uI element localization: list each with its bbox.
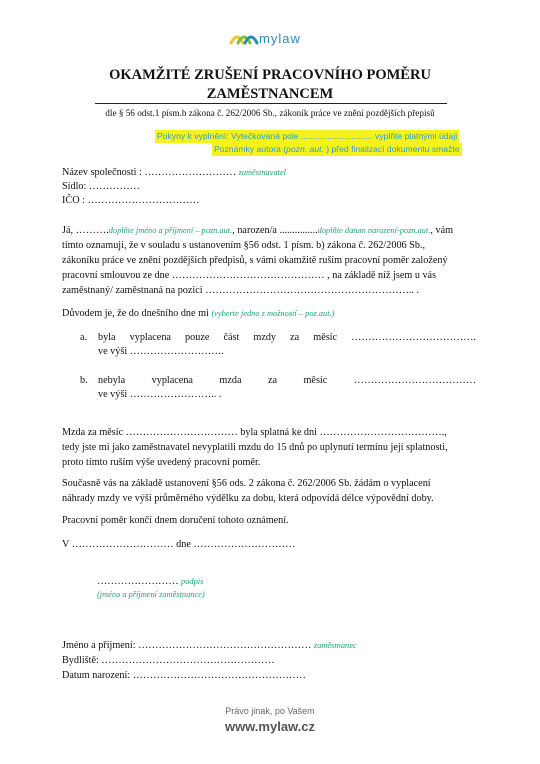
signature-hint: podpis xyxy=(181,577,204,586)
reason-hint: (vyberte jedno z možností – poz.aut.) xyxy=(211,309,335,318)
intro-line4: pracovní smlouvou ze dne ……………………………………… , na základě níž jsem u vás xyxy=(62,270,437,281)
option-b-word: ……………………………… xyxy=(353,375,476,386)
employee-birthdate-line: Datum narození: …………………………………………… xyxy=(62,670,306,681)
place-date-line: V ………………………… dne ………………………… xyxy=(62,539,296,550)
signature-line xyxy=(97,575,203,590)
option-a-word: měsíc xyxy=(313,332,338,343)
author-notes-part2: pozn. aut. xyxy=(286,144,324,154)
employee-name-label: Jméno a příjmení: …………………………………………… xyxy=(62,640,314,651)
option-b-line1 xyxy=(98,374,476,389)
instructions-label: Pokyny k vyplnění: xyxy=(157,131,229,141)
signature-name-hint: (jméno a příjmení zaměstnance) xyxy=(97,590,205,599)
intro-line3: zákoníku práce ve znění pozdějších předpisů, s vámi okamžitě ruším pracovní poměr založený xyxy=(62,255,448,266)
company-seat-line: Sídlo: …………… xyxy=(62,181,140,192)
footer-slogan: Právo jinak, po Vašem xyxy=(225,706,315,716)
compensation-line1: Současně vás na základě ustanovení §56 ods. 2 zákona č. 262/2006 Sb. žádám o vyplacení xyxy=(62,478,431,489)
employee-address-line: Bydliště: …………………………………………… xyxy=(62,655,275,666)
signature-dots: …………………… xyxy=(97,576,182,587)
option-b-word: mzda xyxy=(219,375,242,386)
option-b-marker: b. xyxy=(80,375,88,386)
instructions-note xyxy=(155,130,459,143)
wage-line2: tedy jste mi jako zaměstnavatel nevyplatili mzdu do 15 dnů po uplynutí termínu její splatnosti, xyxy=(62,442,448,453)
wage-line1: Mzda za měsíc …………………………… byla splatná ke dni ………………………………., xyxy=(62,427,447,438)
option-a-line1 xyxy=(98,331,476,346)
author-notes-note xyxy=(212,143,462,156)
intro-part1: Já, ………. xyxy=(62,225,109,236)
document-title-line1: OKAMŽITÉ ZRUŠENÍ PRACOVNÍHO POMĚRU xyxy=(109,67,431,83)
company-name-line xyxy=(62,166,286,181)
compensation-line2: náhrady mzdy ve výši průměrného výdělku za dobu, která odpovídá délce výpovědní doby. xyxy=(62,493,434,504)
intro-line2: tímto oznamuji, že v souladu s ustanovením §56 odst. 1 písm. b) zákona č. 262/2006 Sb., xyxy=(62,240,426,251)
option-a-word: ………………………………. xyxy=(351,332,476,343)
employee-name-line xyxy=(62,639,357,654)
reason-text: Důvodem je, že do dnešního dne mi xyxy=(62,308,212,319)
employee-name-hint: zaměstnanec xyxy=(313,641,357,650)
company-name-hint: zaměstnavatel xyxy=(238,168,287,177)
option-a-marker: a. xyxy=(80,332,88,343)
intro-part3: , vám xyxy=(430,225,454,236)
intro-date-hint: doplňte datum narození-pozn.aut. xyxy=(317,226,431,235)
option-a-word: vyplacena xyxy=(129,332,171,343)
author-notes-part3: ) před finalizací dokumentu smažte xyxy=(323,144,460,154)
instructions-text: Vytečkovaná pole .............................. vyplňte platnými údaji xyxy=(231,131,458,141)
legal-reference: dle § 56 odst.1 písm.b zákona č. 262/2006 Sb., zákoník práce ve znění pozdějších přepisů xyxy=(105,108,435,118)
option-b-word: měsíc xyxy=(303,375,328,386)
document-title-line2: ZAMĚSTNANCEM xyxy=(206,86,334,102)
option-b-word: nebyla xyxy=(98,375,126,386)
option-a-line2: ve výši ………………………. xyxy=(98,346,224,357)
intro-part2: , narozen/a ............... xyxy=(232,225,318,236)
option-a-word: část xyxy=(223,332,240,343)
wage-line3: proto tímto ruším výše uvedený pracovní poměr. xyxy=(62,457,261,468)
author-notes-part1: Poznámky autora ( xyxy=(214,144,287,154)
option-a-word: mzdy xyxy=(253,332,277,343)
logo-wave-icon xyxy=(229,33,259,49)
option-b-word: vyplacena xyxy=(151,375,193,386)
footer-website-link[interactable]: www.mylaw.cz xyxy=(224,719,316,734)
option-b-line2: ve výši …………………….. . xyxy=(98,389,222,400)
company-name-label: Název společnosti : ……………………… xyxy=(62,167,237,178)
intro-name-hint: doplňte jméno a příjmení – pozn.aut. xyxy=(108,226,233,235)
intro-line5: zaměstnaný/ zaměstnaná na pozici …………………………………………………….. . xyxy=(62,285,420,296)
title-divider xyxy=(95,103,447,104)
intro-line1 xyxy=(62,224,480,239)
mylaw-logo xyxy=(229,30,313,52)
option-b-word: za xyxy=(267,375,278,386)
option-a-word: byla xyxy=(98,332,116,343)
employment-ending: Pracovní poměr končí dnem doručení tohoto oznámení. xyxy=(62,515,289,526)
option-a-word: pouze xyxy=(185,332,210,343)
reason-line xyxy=(62,307,334,322)
company-ico-line: IČO : …………………………… xyxy=(62,195,200,206)
option-a-word: za xyxy=(290,332,300,343)
logo-text: mylaw xyxy=(259,31,301,46)
